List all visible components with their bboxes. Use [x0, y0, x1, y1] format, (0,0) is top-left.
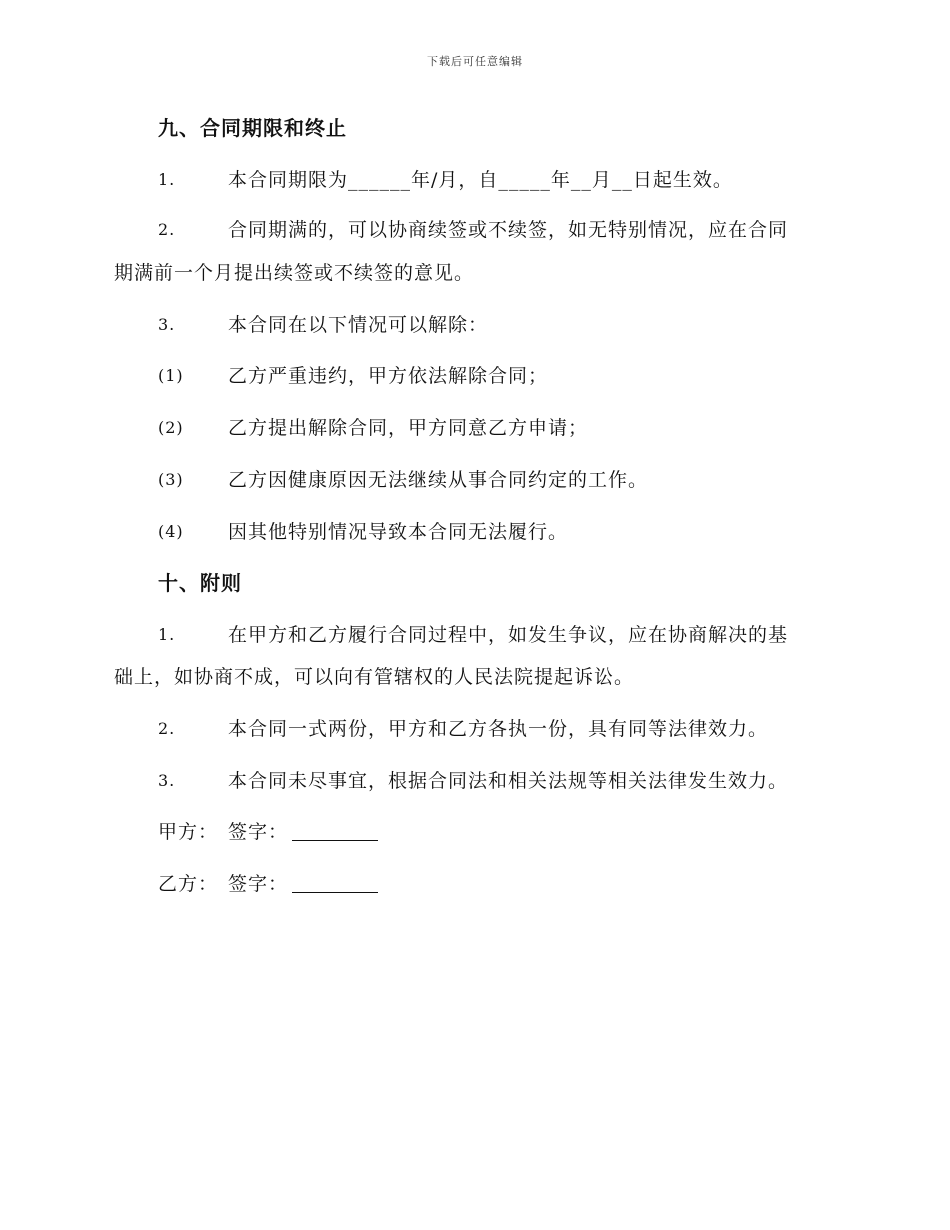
- party-label: 乙方：: [158, 873, 219, 895]
- clause-number: 2.: [158, 719, 176, 738]
- clause-text: 本合同在以下情况可以解除：: [228, 314, 489, 336]
- subclause-text: 乙方严重违约，甲方依法解除合同；: [228, 365, 549, 387]
- signature-blank-line[interactable]: [292, 892, 378, 893]
- subclause-number: (2): [158, 418, 184, 437]
- page-header: 下载后可任意编辑: [427, 55, 523, 68]
- clause-text: 本合同未尽事宜，根据合同法和相关法规等相关法律发生效力。: [228, 770, 789, 792]
- clause-text: 合同期满的，可以协商续签或不续签，如无特别情况，应在合同: [228, 219, 789, 241]
- subclause-number: (4): [158, 522, 184, 541]
- clause-text: 本合同一式两份，甲方和乙方各执一份，具有同等法律效力。: [228, 718, 769, 740]
- subclause-text: 因其他特别情况导致本合同无法履行。: [228, 521, 569, 543]
- clause-number: 3.: [158, 315, 176, 334]
- section-9-title: 九、合同期限和终止: [158, 116, 347, 140]
- clause-text: 在甲方和乙方履行合同过程中，如发生争议，应在协商解决的基: [228, 624, 789, 646]
- clause-number: 2.: [158, 220, 176, 239]
- subclause-text: 乙方提出解除合同，甲方同意乙方申请；: [228, 417, 589, 439]
- section-10-title: 十、附则: [158, 571, 242, 595]
- sign-label: 签字：: [228, 821, 289, 843]
- clause-number: 1.: [158, 625, 176, 644]
- subclause-number: (1): [158, 366, 184, 385]
- clause-number: 1.: [158, 170, 176, 189]
- clause-text-continued: 础上，如协商不成，可以向有管辖权的人民法院提起诉讼。: [114, 666, 635, 688]
- subclause-number: (3): [158, 470, 184, 489]
- clause-text: 本合同期限为______年/月，自_____年__月__日起生效。: [228, 169, 733, 191]
- signature-blank-line[interactable]: [292, 840, 378, 841]
- subclause-text: 乙方因健康原因无法继续从事合同约定的工作。: [228, 469, 649, 491]
- sign-label: 签字：: [228, 873, 289, 895]
- clause-number: 3.: [158, 771, 176, 790]
- clause-text-continued: 期满前一个月提出续签或不续签的意见。: [114, 262, 475, 284]
- party-label: 甲方：: [158, 821, 219, 843]
